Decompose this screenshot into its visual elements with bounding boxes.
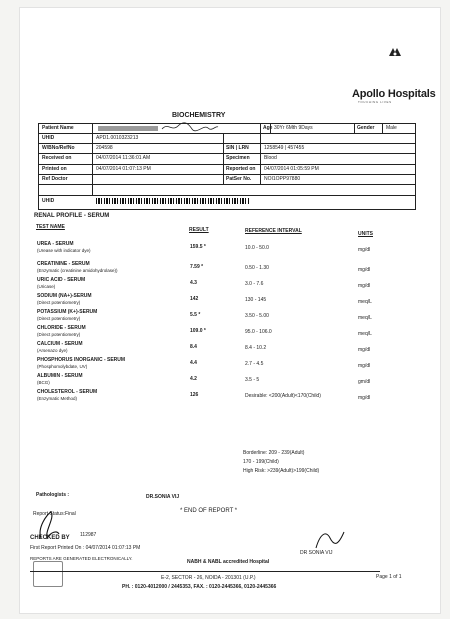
apollo-logo-icon	[388, 46, 402, 58]
accreditation: NABH & NABL accredited Hospital	[187, 559, 270, 565]
test-reference: 130 - 145	[245, 297, 267, 303]
specimen-label: Specimen	[226, 155, 250, 161]
test-method: (Direct potentiometry)	[37, 332, 81, 337]
test-unit: mg/dl	[358, 363, 371, 369]
test-name: PHOSPHORUS INORGANIC - SERUM	[37, 357, 126, 363]
uhid-label: UHID	[42, 135, 55, 141]
report-page	[20, 8, 440, 613]
test-method: (Enzymatic (creatinine amidohydrolase))	[37, 268, 118, 273]
test-name: CREATININE - SERUM	[37, 261, 90, 267]
printed-value: 04/07/2014 01:07:13 PM	[96, 166, 151, 172]
ref-doctor-label: Ref Doctor	[42, 176, 68, 182]
test-method: (Phosphomolybdate, UV)	[37, 364, 88, 369]
received-label: Received on	[42, 155, 72, 161]
sin-lrn-label: SIN | LRN	[226, 145, 249, 151]
specimen-value: Blood	[264, 155, 277, 161]
uhid2-label: UHID	[42, 198, 55, 204]
col-test-name: TEST NAME	[36, 224, 65, 230]
checked-by-number: 112987	[80, 532, 97, 538]
test-method: (Urease with indicator dye)	[37, 248, 91, 253]
address: E-2, SECTOR - 26, NOIDA - 201301 (U.P.)	[161, 575, 256, 581]
handwriting-scribble	[160, 120, 220, 134]
col-reference: REFERENCE INTERVAL	[245, 228, 302, 234]
pathologist-name: DR.SONIA VIJ	[146, 494, 180, 500]
received-value: 04/07/2014 11:36:01 AM	[96, 155, 151, 161]
hospital-tagline: TOUCHING LIVES	[358, 100, 392, 104]
test-method: (Uricase)	[37, 284, 56, 289]
sign-name: DR SONIA VIJ	[300, 550, 333, 556]
age-label: Age	[263, 125, 273, 131]
pathologists-label: Pathologists :	[36, 492, 70, 498]
patient-name-redacted	[98, 126, 158, 131]
test-unit: mg/dl	[358, 247, 371, 253]
test-method: (Direct potentiometry)	[37, 316, 81, 321]
test-reference: 10.0 - 50.0	[245, 245, 269, 251]
test-name: UREA - SERUM	[37, 241, 74, 247]
col-units: UNITS	[358, 231, 373, 237]
uhid-value: APD1.0010323213	[96, 135, 139, 141]
test-reference: 3.0 - 7.6	[245, 281, 264, 287]
test-reference: 95.0 - 106.0	[245, 329, 272, 335]
chol-ref-line-3: High Risk: >239(Adult)>199(Child)	[243, 468, 320, 474]
test-name: CALCIUM - SERUM	[37, 341, 83, 347]
patser-value: NOI1OPP97880	[264, 176, 301, 182]
test-result: 8.4	[190, 344, 197, 350]
test-reference: 3.50 - 5.00	[245, 313, 269, 319]
stamp	[33, 561, 63, 587]
first-printed: First Report Printed On : 04/07/2014 01:07:13 PM	[30, 545, 141, 551]
chol-ref-line-2: 170 - 199(Child)	[243, 459, 279, 465]
test-result: 4.3	[190, 280, 197, 286]
generated-electronically: REPORTS ARE GENERATED ELECTRONICALLY.	[30, 556, 133, 561]
test-name: CHLORIDE - SERUM	[37, 325, 86, 331]
test-reference: 3.5 - 5	[245, 377, 260, 383]
phone-fax: PH. : 0120-4012000 / 2445353, FAX. : 0120-2445366, 0120-2445366	[122, 584, 277, 590]
chol-ref-line-1: Borderline: 209 - 239(Adult)	[243, 450, 305, 456]
test-result: 4.2	[190, 376, 197, 382]
age-value: 30Yr 6Mth 9Days	[274, 125, 313, 131]
printed-label: Printed on	[42, 166, 67, 172]
page-number: Page 1 of 1	[376, 574, 402, 580]
test-unit: mg/dl	[358, 395, 371, 401]
test-unit: meq/L	[358, 299, 372, 305]
sin-lrn-value: 1258549 | 457455	[264, 145, 305, 151]
gender-label: Gender	[357, 125, 375, 131]
test-reference: 0.50 - 1.30	[245, 265, 269, 271]
patser-label: PatSer No.	[226, 176, 252, 182]
test-name: URIC ACID - SERUM	[37, 277, 86, 283]
test-unit: mg/dl	[358, 283, 371, 289]
test-result: 7.59 *	[190, 264, 204, 270]
reported-value: 04/07/2014 01:05:59 PM	[264, 166, 319, 172]
barcode	[96, 198, 250, 204]
hospital-name: Apollo Hospitals	[352, 88, 436, 100]
department-title: BIOCHEMISTRY	[172, 112, 226, 119]
test-unit: mg/dl	[358, 347, 371, 353]
test-result: 109.0 *	[190, 328, 206, 334]
checked-by-label: CHECKED BY	[30, 535, 70, 541]
test-reference: 2.7 - 4.5	[245, 361, 264, 367]
report-status: Report Status:Final	[33, 511, 76, 517]
test-method: (Arsenazo dye)	[37, 348, 68, 353]
test-unit: meq/L	[358, 331, 372, 337]
test-method: (Enzymatic Method)	[37, 396, 78, 401]
reported-label: Reported on	[226, 166, 256, 172]
wbno-label: W/BNo/RefNo	[42, 145, 75, 151]
test-unit: gm/dl	[358, 379, 371, 385]
test-result: 142	[190, 296, 199, 302]
wbno-value: 204598	[96, 145, 113, 151]
test-name: SODIUM (NA+)-SERUM	[37, 293, 92, 299]
test-name: POTASSIUM (K+)-SERUM	[37, 309, 98, 315]
test-reference: Desirable: <200(Adult)<170(Child)	[245, 393, 321, 399]
end-of-report: * END OF REPORT *	[180, 508, 238, 514]
test-result: 4.4	[190, 360, 197, 366]
test-result: 5.5 *	[190, 312, 201, 318]
test-unit: meq/L	[358, 315, 372, 321]
patient-name-label: Patient Name	[42, 125, 74, 131]
test-reference: 8.4 - 10.2	[245, 345, 267, 351]
test-result: 159.5 *	[190, 244, 206, 250]
test-method: (BCG)	[37, 380, 50, 385]
profile-title: RENAL PROFILE - SERUM	[34, 213, 110, 219]
test-name: ALBUMIN - SERUM	[37, 373, 83, 379]
test-unit: mg/dl	[358, 267, 371, 273]
gender-value: Male	[386, 125, 397, 131]
test-method: (Direct potentiometry)	[37, 300, 81, 305]
pathologist-signature	[312, 526, 348, 552]
test-result: 126	[190, 392, 199, 398]
test-name: CHOLESTEROL - SERUM	[37, 389, 98, 395]
col-result: RESULT	[189, 227, 209, 233]
